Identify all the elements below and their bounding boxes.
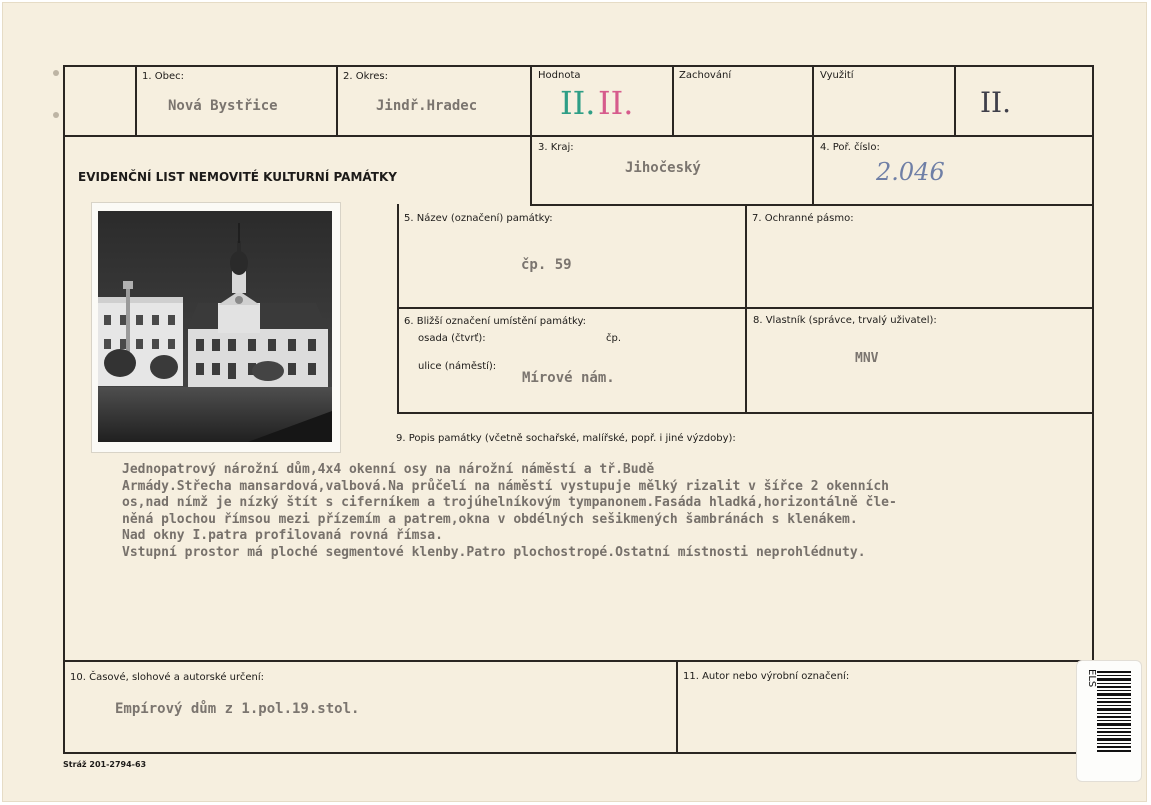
rule — [672, 65, 674, 135]
barcode-sticker — [1076, 660, 1142, 782]
rule — [745, 204, 747, 413]
field-value-vlastnik: MNV — [855, 351, 879, 366]
field-label-osada: osada (čtvrť): — [418, 333, 486, 344]
rule-bottom — [63, 752, 1093, 754]
description-text — [122, 462, 1072, 561]
description-line: Armády.Střecha mansardová,valbová.Na průčelí na náměstí vystupuje mělký rizalit v šířce 2 okenních — [122, 478, 890, 494]
town-hall-photo — [98, 211, 332, 442]
field-label-autor: 11. Autor nebo výrobní označení: — [683, 671, 850, 682]
description-line: Jednopatrový nárožní dům,4x4 okenní osy na nárožní náměstí a tř.Budě — [122, 462, 655, 477]
rule — [135, 65, 137, 135]
description-line: os,nad nímž je nízký štít s ciferníkem a trojúhelníkovým tympanonem.Fasáda hladká,horizontálně čle- — [122, 495, 897, 510]
rule — [63, 660, 1093, 662]
description-line: Nad okny I.patra profilovaná rovná římsa. — [122, 528, 443, 543]
field-label-cp: čp. — [606, 333, 622, 344]
description-line: něná plochou římsou mezi přízemím a patrem,okna v obdélných sešikmených šambránách s klenákem. — [122, 511, 858, 527]
field-value-por-cislo: 2.046 — [876, 158, 945, 186]
field-value-obec: Nová Bystřice — [168, 98, 278, 114]
field-label-umisteni: 6. Bližší označení umístění památky: — [404, 316, 587, 327]
rule — [397, 204, 399, 413]
rule — [336, 65, 338, 135]
field-label-kraj: 3. Kraj: — [538, 142, 574, 153]
field-label-urceni: 10. Časové, slohové a autorské určení: — [70, 672, 265, 683]
field-label-ulice: ulice (náměstí): — [418, 361, 497, 372]
field-value-urceni: Empírový dům z 1.pol.19.stol. — [115, 701, 360, 717]
field-label-vyuziti: Využití — [820, 70, 854, 81]
field-value-ulice: Mírové nám. — [522, 370, 615, 386]
hodnota-mark-red: II. — [598, 84, 634, 122]
punch-hole — [53, 112, 59, 118]
field-label-por-cislo: 4. Poř. číslo: — [820, 142, 880, 153]
field-value-kraj: Jihočeský — [625, 160, 701, 176]
field-label-ochranne-pasmo: 7. Ochranné pásmo: — [752, 213, 854, 224]
form-title: EVIDENČNÍ LIST NEMOVITÉ KULTURNÍ PAMÁTKY — [78, 170, 397, 184]
rule-top — [63, 65, 1093, 67]
rule — [530, 65, 532, 204]
punch-hole — [53, 70, 59, 76]
field-label-hodnota: Hodnota — [538, 70, 581, 81]
hodnota-mark-green: II. — [560, 84, 596, 122]
field-label-zachovani: Zachování — [679, 70, 732, 81]
rule — [954, 65, 956, 135]
field-label-obec: 1. Obec: — [142, 71, 184, 82]
field-label-popis: 9. Popis památky (včetně sochařské, malířské, popř. i jiné výzdoby): — [396, 433, 736, 444]
field-label-vlastnik: 8. Vlastník (správce, trvalý uživatel): — [753, 315, 937, 326]
rule-left — [63, 65, 65, 753]
monument-photo — [91, 202, 341, 453]
description-line: Vstupní prostor má ploché segmentové klenby.Patro plochostropé.Ostatní místnosti neprohlédnuty. — [122, 544, 866, 560]
rule — [812, 65, 814, 204]
print-code: Stráž 201-2794-63 — [63, 760, 147, 769]
rule — [676, 660, 678, 753]
barcode-icon — [1097, 671, 1131, 753]
field-label-nazev: 5. Název (označení) památky: — [404, 213, 553, 224]
field-value-nazev: čp. 59 — [521, 257, 572, 273]
barcode-label: ELS — [1086, 669, 1097, 688]
rule — [530, 204, 1093, 206]
field-label-okres: 2. Okres: — [343, 71, 389, 82]
field-value-okres: Jindř.Hradec — [376, 98, 478, 114]
rule — [63, 135, 1093, 137]
rule-right — [1092, 65, 1094, 753]
vyuziti-mark: II. — [980, 86, 1012, 119]
